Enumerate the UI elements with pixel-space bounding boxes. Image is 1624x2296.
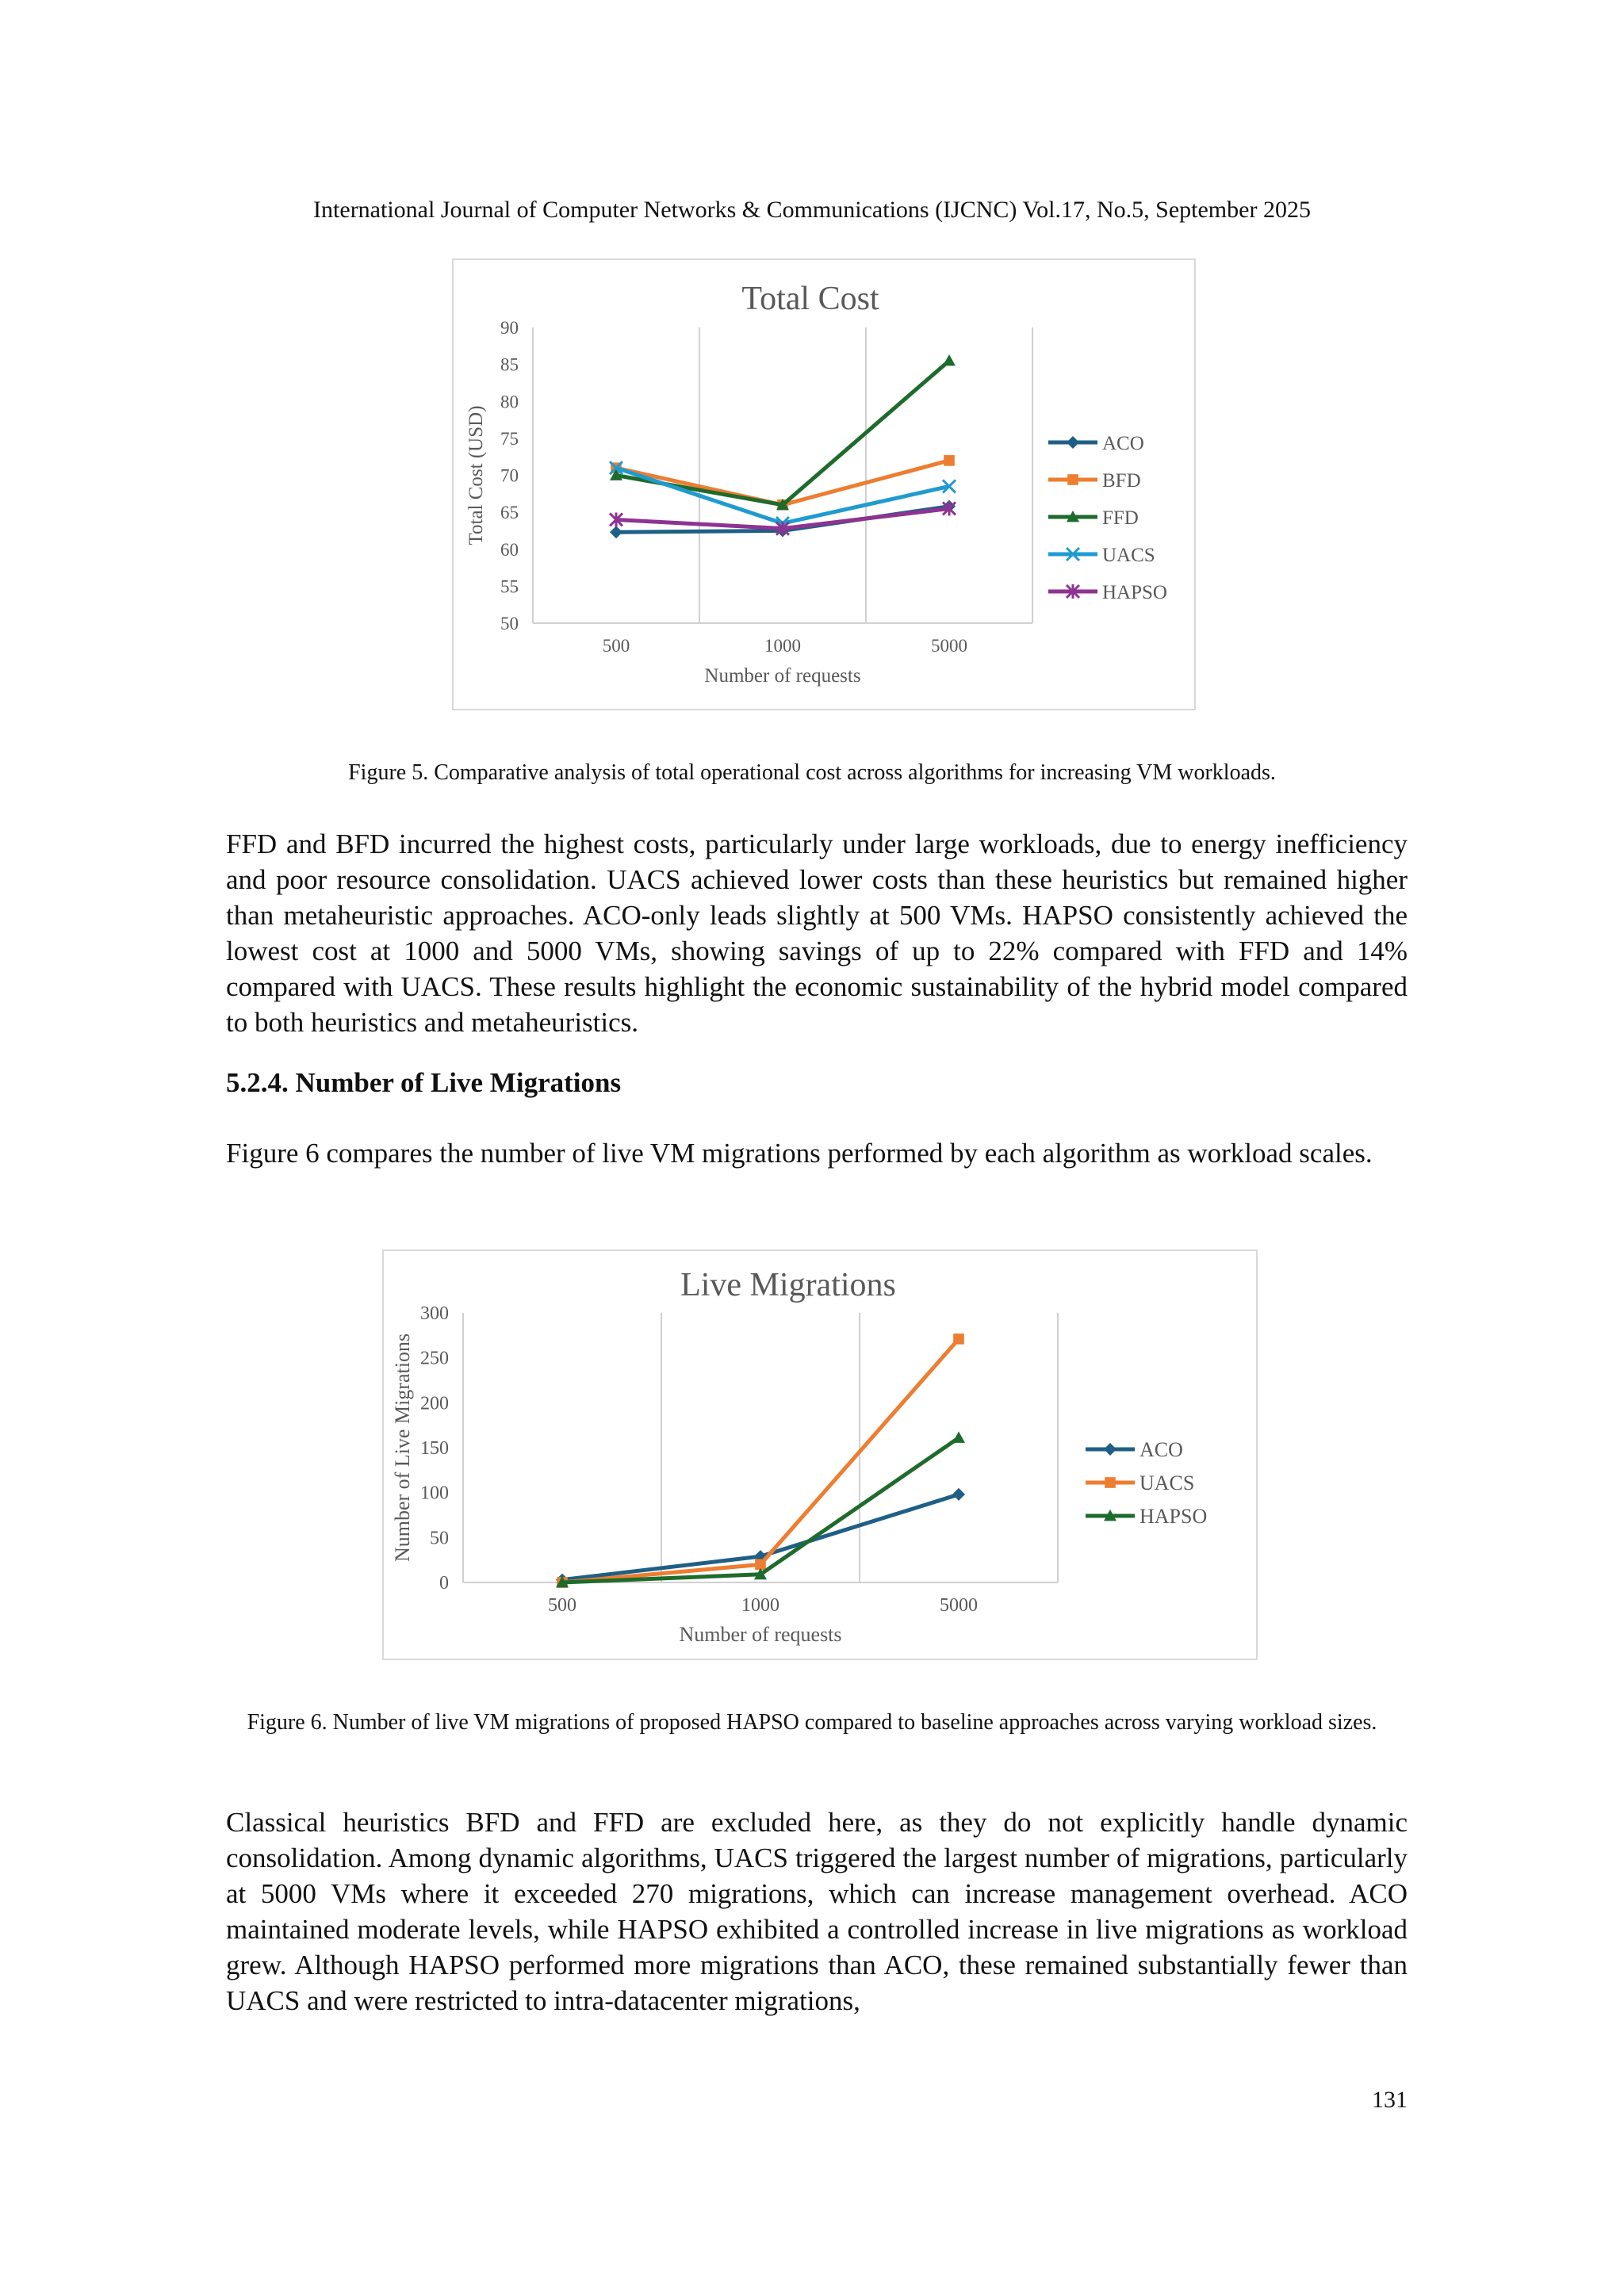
data-point-ffd — [943, 354, 956, 365]
legend-label-uacs: UACS — [1102, 545, 1155, 566]
x-tick-label: 500 — [602, 636, 630, 656]
legend-label-hapso: HAPSO — [1102, 582, 1167, 603]
y-tick-label: 100 — [420, 1483, 449, 1504]
x-tick-label: 1000 — [764, 636, 801, 656]
y-tick-label: 50 — [500, 614, 519, 633]
x-axis-title: Number of requests — [704, 665, 861, 687]
data-point-aco — [610, 526, 622, 538]
figure-5-caption: Figure 5. Comparative analysis of total operational cost across algorithms for increasing VM workloads. — [348, 760, 1276, 785]
chart-title: Total Cost — [741, 281, 879, 317]
x-tick-label: 5000 — [940, 1595, 978, 1616]
data-point-hapso — [952, 1432, 965, 1443]
legend-marker-aco — [1104, 1443, 1116, 1456]
y-tick-label: 200 — [420, 1393, 449, 1414]
y-tick-label: 90 — [500, 318, 519, 338]
legend-label-aco: ACO — [1139, 1438, 1183, 1461]
live-migrations-chart-svg — [384, 1251, 1256, 1659]
x-axis-title: Number of requests — [679, 1623, 842, 1646]
y-tick-label: 0 — [439, 1573, 449, 1594]
legend-marker-uacs — [1105, 1477, 1116, 1488]
figure-5-total-cost-chart — [452, 258, 1196, 710]
journal-header: International Journal of Computer Networks & Communications (IJCNC) Vol.17, No.5, September 2025 — [313, 197, 1311, 223]
y-axis-title: Number of Live Migrations — [391, 1333, 414, 1563]
y-axis-title: Total Cost (USD) — [465, 405, 487, 545]
data-point-uacs — [953, 1334, 964, 1345]
y-tick-label: 300 — [420, 1303, 449, 1324]
y-tick-label: 60 — [500, 539, 519, 560]
x-tick-label: 5000 — [931, 636, 967, 656]
legend-label-ffd: FFD — [1102, 507, 1139, 529]
legend-label-hapso: HAPSO — [1139, 1505, 1208, 1528]
x-tick-label: 1000 — [741, 1595, 779, 1616]
y-tick-label: 85 — [500, 354, 519, 375]
y-tick-label: 150 — [420, 1438, 449, 1459]
y-tick-label: 50 — [430, 1528, 449, 1549]
y-tick-label: 250 — [420, 1348, 449, 1369]
figure-6-caption: Figure 6. Number of live VM migrations of proposed HAPSO compared to baseline approaches across varying workload sizes. — [247, 1710, 1377, 1735]
y-tick-label: 65 — [500, 503, 519, 523]
x-tick-label: 500 — [548, 1595, 576, 1616]
legend-label-bfd: BFD — [1102, 470, 1141, 492]
y-tick-label: 75 — [500, 428, 519, 449]
total-cost-chart-svg — [454, 260, 1194, 709]
legend-marker-bfd — [1067, 474, 1078, 485]
legend-marker-aco — [1067, 436, 1079, 449]
data-point-aco — [952, 1488, 965, 1501]
legend-label-uacs: UACS — [1139, 1471, 1195, 1494]
page-number: 131 — [1372, 2087, 1408, 2113]
paragraph-figure-6-intro: Figure 6 compares the number of live VM migrations performed by each algorithm as workload scales. — [226, 1138, 1373, 1169]
y-tick-label: 55 — [500, 576, 519, 597]
data-point-bfd — [944, 455, 955, 466]
y-tick-label: 80 — [500, 392, 519, 412]
y-tick-label: 70 — [500, 465, 519, 486]
paragraph-cost-discussion: FFD and BFD incurred the highest costs, particularly under large workloads, due to energy inefficiency and poor resource consolidation. UACS achieved lower costs than these heuristics but remained higher than metaheuristic approaches. ACO-only leads slightly at 500 VMs. HAPSO consistently achieved the lowest cost at 1000 and 5000 VMs, showing savings of up to 22% compared with FFD and 14% compared with UACS. These results highlight the economic sustainability of the hybrid model compared to both heuristics and metaheuristics. — [226, 828, 1408, 1038]
series-line-uacs — [562, 1339, 959, 1582]
chart-title: Live Migrations — [680, 1267, 896, 1303]
section-heading-live-migrations: 5.2.4. Number of Live Migrations — [226, 1067, 622, 1098]
paragraph-migrations-discussion: Classical heuristics BFD and FFD are excluded here, as they do not explicitly handle dynamic consolidation. Among dynamic algorithms, UACS triggered the largest number of migrations, particularly at 5000 VMs where it exceeded 270 migrations, which can increase management overhead. ACO maintained moderate levels, while HAPSO exhibited a controlled increase in live migrations as workload grew. Although HAPSO performed more migrations than ACO, these remained substantially fewer than UACS and were restricted to intra-datacenter migrations, — [226, 1807, 1408, 2016]
legend-label-aco: ACO — [1102, 433, 1144, 454]
figure-6-live-migrations-chart — [382, 1249, 1258, 1660]
